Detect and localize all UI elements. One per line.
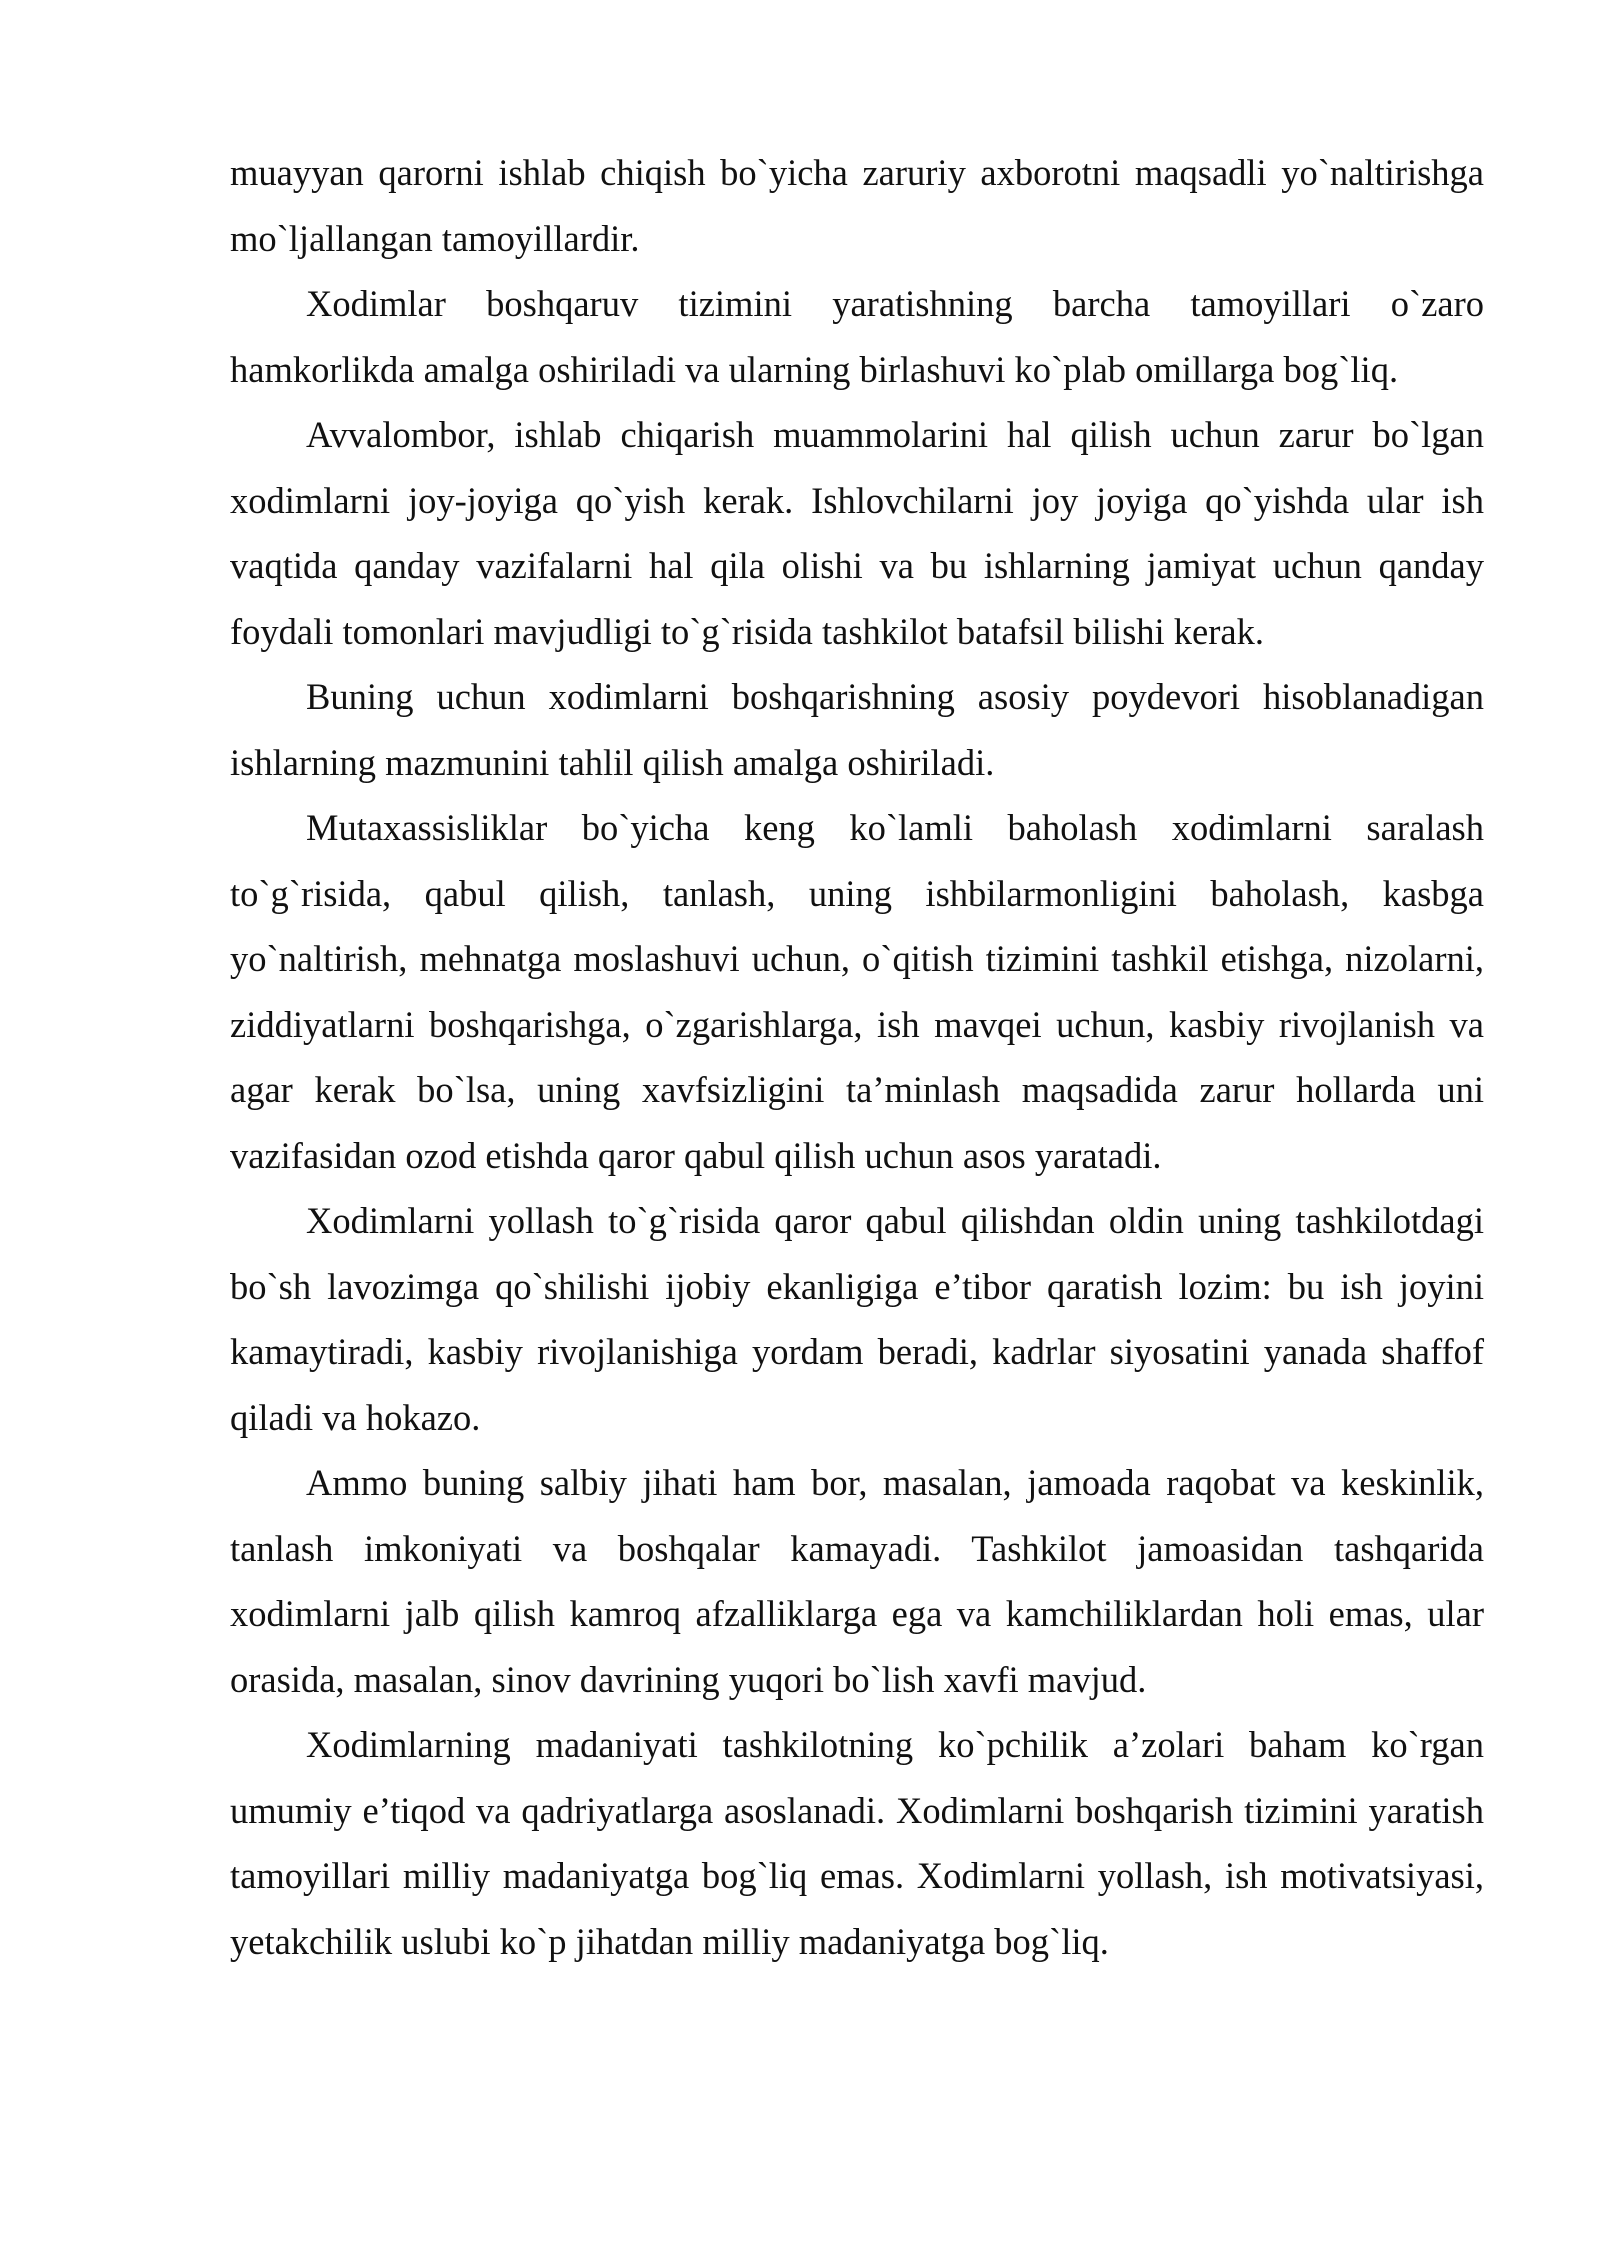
paragraph-job-analysis: Buning uchun xodimlarni boshqarishning asosiy poydevori hisoblanadigan ishlarning mazmunini tahlil qilish amalga oshiriladi.: [230, 676, 1484, 783]
document-page: [230, 140, 1484, 1974]
paragraph-staff-placement: Avvalombor, ishlab chiqarish muammolarini hal qilish uchun zarur bo`lgan xodimlarni joy-joyiga qo`yish kerak. Ishlovchilarni joy joyiga qo`yishda ular ish vaqtida qanday vazifalarni hal qila olishi va bu ishlarning jamiyat uchun qanday foydali tomonlari mavjudligi to`g`risida tashkilot batafsil bilishi kerak.: [230, 414, 1484, 652]
paragraph-continuation: muayyan qarorni ishlab chiqish bo`yicha zaruriy axborotni maqsadli yo`naltirishga mo`ljallangan tamoyillardir.: [230, 152, 1484, 259]
paragraph-external-hiring: Ammo buning salbiy jihati ham bor, masalan, jamoada raqobat va keskinlik, tanlash imkoniyati va boshqalar kamayadi. Tashkilot jamoasidan tashqarida xodimlarni jalb qilish kamroq afzalliklarga ega va kamchiliklardan holi emas, ular orasida, masalan, sinov davrining yuqori bo`lish xavfi mavjud.: [230, 1462, 1484, 1700]
paragraph-evaluation: Mutaxassisliklar bo`yicha keng ko`lamli baholash xodimlarni saralash to`g`risida, qabul qilish, tanlash, uning ishbilarmonligini baholash, kasbga yo`naltirish, mehnatga moslashuvi uchun, o`qitish tizimini tashkil etishga, nizolarni, ziddiyatlarni boshqarishga, o`zgarishlarga, ish mavqei uchun, kasbiy rivojlanish va agar kerak bo`lsa, uning xavfsizligini ta’minlash maqsadida zarur hollarda uni vazifasidan ozod etishda qaror qabul qilish uchun asos yaratadi.: [230, 807, 1484, 1176]
paragraph-staff-culture: Xodimlarning madaniyati tashkilotning ko`pchilik a’zolari baham ko`rgan umumiy e’tiqod va qadriyatlarga asoslanadi. Xodimlarni boshqarish tizimini yaratish tamoyillari milliy madaniyatga bog`liq emas. Xodimlarni yollash, ish motivatsiyasi, yetakchilik uslubi ko`p jihatdan milliy madaniyatga bog`liq.: [230, 1724, 1484, 1962]
paragraph-internal-hiring: Xodimlarni yollash to`g`risida qaror qabul qilishdan oldin uning tashkilotdagi bo`sh lavozimga qo`shilishi ijobiy ekanligiga e’tibor qaratish lozim: bu ish joyini kamaytiradi, kasbiy rivojlanishiga yordam beradi, kadrlar siyosatini yanada shaffof qiladi va hokazo.: [230, 1200, 1484, 1438]
paragraph-principles-cooperation: Xodimlar boshqaruv tizimini yaratishning barcha tamoyillari o`zaro hamkorlikda amalga oshiriladi va ularning birlashuvi ko`plab omillarga bog`liq.: [230, 283, 1484, 390]
